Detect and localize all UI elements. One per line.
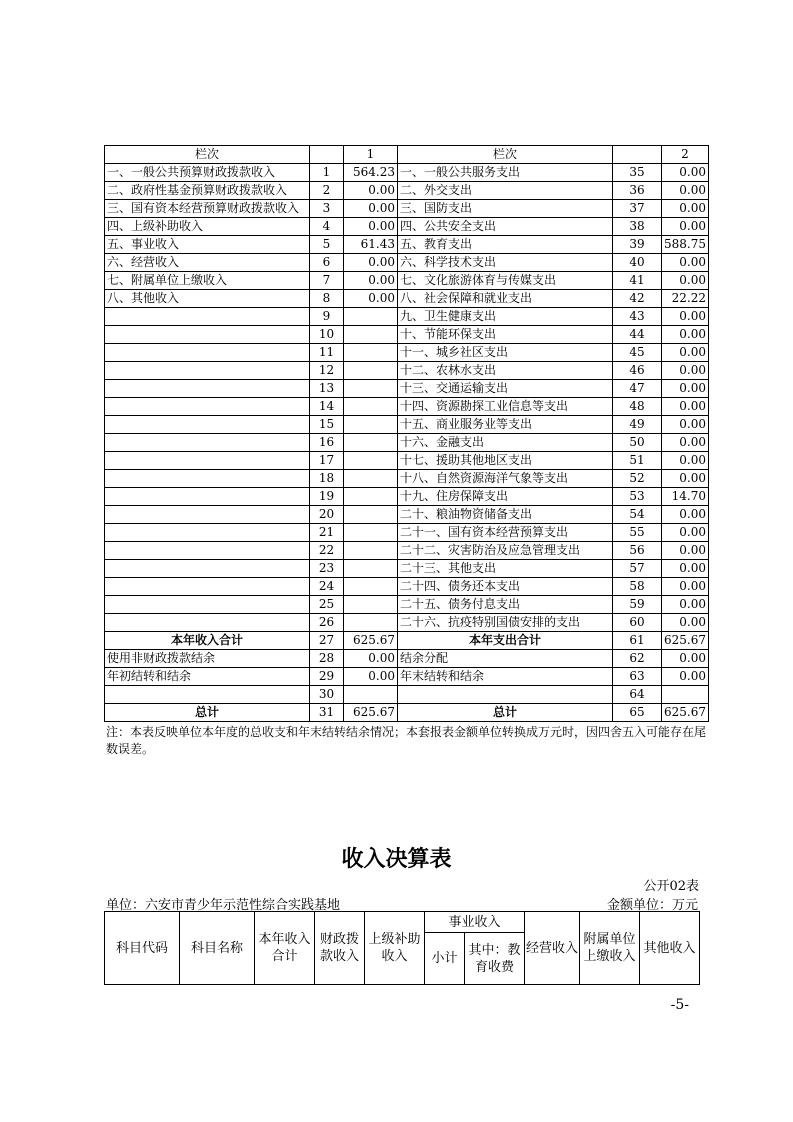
cell-right-label: 年末结转和结余: [398, 668, 613, 686]
cell-left-val: 0.00: [344, 290, 398, 308]
cell-left-val: [344, 542, 398, 560]
cell-right-label: 四、公共安全支出: [398, 218, 613, 236]
cell-left-val: [344, 578, 398, 596]
header-total: 本年收入合计: [255, 912, 315, 985]
cell-right-label: 二十三、其他支出: [398, 560, 613, 578]
income-header-row-1: [105, 912, 700, 933]
cell-left-label: [105, 506, 310, 524]
cell-left-label: [105, 434, 310, 452]
cell-left-no: 11: [310, 344, 344, 362]
header-edu-fee: 其中：教育收费: [465, 933, 525, 985]
cell-left-no: 16: [310, 434, 344, 452]
cell-left-val: [344, 488, 398, 506]
cell-left-val: [344, 380, 398, 398]
cell-right-no: 60: [613, 614, 662, 632]
cell-right-label: 二十四、债务还本支出: [398, 578, 613, 596]
header-operating: 经营收入: [525, 912, 580, 985]
table-row: [105, 254, 709, 272]
cell-left-val: 0.00: [344, 182, 398, 200]
cell-right-label: 十八、自然资源海洋气象等支出: [398, 470, 613, 488]
cell-left-val: [344, 686, 398, 704]
table-row: [105, 434, 709, 452]
cell-left-val: 0.00: [344, 200, 398, 218]
cell-right-no: 44: [613, 326, 662, 344]
cell-left-label: [105, 398, 310, 416]
cell-left-no: 4: [310, 218, 344, 236]
header-name: 科目名称: [180, 912, 255, 985]
header-code: 科目代码: [105, 912, 180, 985]
cell-left-label: [105, 362, 310, 380]
cell-right-val: 0.00: [662, 614, 709, 632]
cell-left-val: 61.43: [344, 236, 398, 254]
table-row: [105, 614, 709, 632]
cell-right-val: 0.00: [662, 326, 709, 344]
cell-right-no: 58: [613, 578, 662, 596]
cell-right-label: 七、文化旅游体育与传媒支出: [398, 272, 613, 290]
unit-label: 单位：六安市青少年示范性综合实践基地: [106, 898, 341, 913]
table-row: [105, 524, 709, 542]
cell-right-label: 十九、住房保障支出: [398, 488, 613, 506]
table-row: [105, 344, 709, 362]
table-row: [105, 326, 709, 344]
cell-left-no: 6: [310, 254, 344, 272]
income-expense-summary-table: [104, 145, 709, 722]
cell-right-no: 50: [613, 434, 662, 452]
cell-right-no: 52: [613, 470, 662, 488]
cell-right-label: 六、科学技术支出: [398, 254, 613, 272]
cell-left-val: [344, 398, 398, 416]
cell-left-val: 625.67: [344, 704, 398, 722]
cell-right-val: [662, 686, 709, 704]
cell-left-no: 14: [310, 398, 344, 416]
cell-left-val: 0.00: [344, 218, 398, 236]
cell-left-val: [344, 614, 398, 632]
table-row: [105, 398, 709, 416]
cell-right-no: 62: [613, 650, 662, 668]
cell-right-val: 0.00: [662, 416, 709, 434]
cell-right-no: 37: [613, 200, 662, 218]
cell-right-val: 0.00: [662, 668, 709, 686]
income-table-title: 收入决算表: [341, 847, 452, 872]
cell-right-val: 0.00: [662, 650, 709, 668]
cell-left-label: [105, 416, 310, 434]
header-right-no: [613, 146, 662, 164]
cell-left-no: 3: [310, 200, 344, 218]
cell-left-val: [344, 326, 398, 344]
cell-left-val: 0.00: [344, 650, 398, 668]
cell-left-val: [344, 416, 398, 434]
table-row: [105, 596, 709, 614]
cell-right-no: 47: [613, 380, 662, 398]
cell-left-val: 0.00: [344, 272, 398, 290]
cell-right-val: 0.00: [662, 362, 709, 380]
cell-left-no: 7: [310, 272, 344, 290]
amount-unit-label: 金额单位：万元: [606, 898, 698, 913]
cell-right-no: 43: [613, 308, 662, 326]
cell-left-no: 10: [310, 326, 344, 344]
header-affiliated: 附属单位上缴收入: [580, 912, 640, 985]
cell-right-no: 53: [613, 488, 662, 506]
summary-header-row: [105, 146, 709, 164]
cell-right-val: 0.00: [662, 308, 709, 326]
cell-left-label: 二、政府性基金预算财政拨款收入: [105, 182, 310, 200]
cell-right-label: 二十六、抗疫特别国债安排的支出: [398, 614, 613, 632]
cell-right-no: 45: [613, 344, 662, 362]
cell-right-label: 本年支出合计: [398, 632, 613, 650]
cell-left-label: [105, 614, 310, 632]
cell-left-val: [344, 506, 398, 524]
table-row: [105, 488, 709, 506]
cell-left-no: 13: [310, 380, 344, 398]
cell-left-label: 本年收入合计: [105, 632, 310, 650]
cell-left-label: 四、上级补助收入: [105, 218, 310, 236]
cell-right-label: 十七、援助其他地区支出: [398, 452, 613, 470]
cell-right-label: 十四、资源勘探工业信息等支出: [398, 398, 613, 416]
cell-right-label: 结余分配: [398, 650, 613, 668]
cell-left-no: 9: [310, 308, 344, 326]
cell-left-label: 八、其他收入: [105, 290, 310, 308]
table-row: [105, 542, 709, 560]
cell-right-no: 39: [613, 236, 662, 254]
cell-right-no: 38: [613, 218, 662, 236]
cell-right-val: 0.00: [662, 200, 709, 218]
header-right-col: 2: [662, 146, 709, 164]
cell-right-label: 十三、交通运输支出: [398, 380, 613, 398]
cell-right-label: 总计: [398, 704, 613, 722]
cell-right-val: 0.00: [662, 578, 709, 596]
cell-right-val: 0.00: [662, 596, 709, 614]
cell-left-no: 18: [310, 470, 344, 488]
table-row: [105, 704, 709, 722]
cell-left-no: 2: [310, 182, 344, 200]
cell-right-no: 49: [613, 416, 662, 434]
cell-left-label: 总计: [105, 704, 310, 722]
cell-right-label: 二十、粮油物资储备支出: [398, 506, 613, 524]
cell-left-val: [344, 470, 398, 488]
cell-left-label: [105, 452, 310, 470]
cell-right-val: 22.22: [662, 290, 709, 308]
cell-left-no: 24: [310, 578, 344, 596]
cell-right-val: 0.00: [662, 470, 709, 488]
table-row: [105, 218, 709, 236]
cell-left-label: 年初结转和结余: [105, 668, 310, 686]
table-row: [105, 416, 709, 434]
table-row: [105, 632, 709, 650]
cell-right-val: 0.00: [662, 398, 709, 416]
cell-left-no: 5: [310, 236, 344, 254]
cell-right-label: 二、外交支出: [398, 182, 613, 200]
cell-left-label: [105, 686, 310, 704]
header-fiscal: 财政拨款收入: [315, 912, 365, 985]
cell-right-no: 57: [613, 560, 662, 578]
cell-left-val: [344, 452, 398, 470]
table-row: [105, 236, 709, 254]
cell-left-label: [105, 380, 310, 398]
cell-right-no: 35: [613, 164, 662, 182]
table-row: [105, 578, 709, 596]
cell-right-val: 0.00: [662, 254, 709, 272]
cell-right-val: 0.00: [662, 164, 709, 182]
header-subtotal: 小计: [425, 933, 465, 985]
table-row: [105, 452, 709, 470]
cell-left-label: 七、附属单位上缴收入: [105, 272, 310, 290]
cell-right-no: 48: [613, 398, 662, 416]
income-table: [104, 911, 700, 985]
page-number: -5-: [670, 997, 689, 1013]
cell-left-no: 20: [310, 506, 344, 524]
cell-left-label: [105, 488, 310, 506]
cell-right-label: 九、卫生健康支出: [398, 308, 613, 326]
cell-left-label: [105, 560, 310, 578]
cell-left-val: 0.00: [344, 668, 398, 686]
cell-left-no: 31: [310, 704, 344, 722]
table-row: [105, 470, 709, 488]
cell-left-val: 564.23: [344, 164, 398, 182]
cell-left-no: 12: [310, 362, 344, 380]
cell-left-val: [344, 560, 398, 578]
cell-left-val: [344, 524, 398, 542]
table-row: [105, 506, 709, 524]
header-left-col: 1: [344, 146, 398, 164]
cell-right-val: 0.00: [662, 434, 709, 452]
cell-left-label: 三、国有资本经营预算财政拨款收入: [105, 200, 310, 218]
cell-left-val: 0.00: [344, 254, 398, 272]
cell-right-val: 0.00: [662, 182, 709, 200]
cell-right-label: [398, 686, 613, 704]
cell-left-no: 21: [310, 524, 344, 542]
cell-right-label: 十、节能环保支出: [398, 326, 613, 344]
cell-right-no: 46: [613, 362, 662, 380]
cell-right-label: 五、教育支出: [398, 236, 613, 254]
cell-left-label: [105, 524, 310, 542]
cell-left-no: 22: [310, 542, 344, 560]
cell-right-label: 二十一、国有资本经营预算支出: [398, 524, 613, 542]
table-row: [105, 650, 709, 668]
table-row: [105, 686, 709, 704]
cell-right-val: 0.00: [662, 380, 709, 398]
cell-right-label: 十六、金融支出: [398, 434, 613, 452]
cell-left-label: [105, 308, 310, 326]
cell-left-no: 17: [310, 452, 344, 470]
cell-left-val: 625.67: [344, 632, 398, 650]
cell-right-no: 59: [613, 596, 662, 614]
cell-right-val: 0.00: [662, 344, 709, 362]
cell-left-label: 使用非财政拨款结余: [105, 650, 310, 668]
cell-left-label: [105, 578, 310, 596]
cell-left-no: 8: [310, 290, 344, 308]
cell-right-val: 625.67: [662, 704, 709, 722]
form-number: 公开02表: [643, 879, 699, 894]
cell-right-no: 65: [613, 704, 662, 722]
cell-right-no: 55: [613, 524, 662, 542]
table-row: [105, 200, 709, 218]
cell-right-label: 八、社会保障和就业支出: [398, 290, 613, 308]
cell-left-val: [344, 308, 398, 326]
header-left-no: [310, 146, 344, 164]
table-row: [105, 290, 709, 308]
cell-right-no: 56: [613, 542, 662, 560]
table-row: [105, 308, 709, 326]
table-row: [105, 272, 709, 290]
table-row: [105, 164, 709, 182]
summary-table-body: [105, 146, 709, 722]
cell-left-label: [105, 470, 310, 488]
cell-right-val: 0.00: [662, 452, 709, 470]
cell-left-no: 23: [310, 560, 344, 578]
cell-right-label: 三、国防支出: [398, 200, 613, 218]
header-other: 其他收入: [640, 912, 700, 985]
cell-left-no: 15: [310, 416, 344, 434]
cell-left-no: 26: [310, 614, 344, 632]
cell-left-no: 29: [310, 668, 344, 686]
cell-right-label: 十二、农林水支出: [398, 362, 613, 380]
cell-right-no: 36: [613, 182, 662, 200]
cell-right-val: 625.67: [662, 632, 709, 650]
cell-left-no: 19: [310, 488, 344, 506]
cell-right-val: 0.00: [662, 272, 709, 290]
cell-left-no: 1: [310, 164, 344, 182]
cell-right-val: 0.00: [662, 542, 709, 560]
cell-left-val: [344, 434, 398, 452]
table-note: 注：本表反映单位本年度的总收支和年末结转结余情况；本套报表金额单位转换成万元时，因四舍五入可能存在尾数误差。: [106, 725, 707, 756]
cell-left-no: 28: [310, 650, 344, 668]
table-row: [105, 182, 709, 200]
table-row: [105, 380, 709, 398]
cell-left-label: 六、经营收入: [105, 254, 310, 272]
header-right-label: 栏次: [398, 146, 613, 164]
cell-right-val: 0.00: [662, 506, 709, 524]
header-business: 事业收入: [425, 912, 525, 933]
cell-right-no: 54: [613, 506, 662, 524]
cell-right-no: 42: [613, 290, 662, 308]
cell-right-no: 40: [613, 254, 662, 272]
cell-right-label: 十五、商业服务业等支出: [398, 416, 613, 434]
cell-right-no: 63: [613, 668, 662, 686]
cell-left-no: 27: [310, 632, 344, 650]
cell-right-val: 14.70: [662, 488, 709, 506]
cell-left-label: [105, 326, 310, 344]
cell-right-val: 588.75: [662, 236, 709, 254]
cell-left-label: [105, 596, 310, 614]
header-superior: 上级补助收入: [365, 912, 425, 985]
cell-left-no: 25: [310, 596, 344, 614]
cell-right-no: 51: [613, 452, 662, 470]
cell-right-no: 64: [613, 686, 662, 704]
table-row: [105, 362, 709, 380]
cell-left-label: 一、一般公共预算财政拨款收入: [105, 164, 310, 182]
cell-right-label: 十一、城乡社区支出: [398, 344, 613, 362]
cell-left-label: [105, 344, 310, 362]
table-row: [105, 560, 709, 578]
cell-right-label: 二十五、债务付息支出: [398, 596, 613, 614]
cell-right-no: 41: [613, 272, 662, 290]
cell-right-label: 二十二、灾害防治及应急管理支出: [398, 542, 613, 560]
cell-right-val: 0.00: [662, 560, 709, 578]
cell-left-label: [105, 542, 310, 560]
cell-right-val: 0.00: [662, 524, 709, 542]
header-left-label: 栏次: [105, 146, 310, 164]
cell-left-val: [344, 344, 398, 362]
table-row: [105, 668, 709, 686]
cell-right-no: 61: [613, 632, 662, 650]
cell-left-label: 五、事业收入: [105, 236, 310, 254]
cell-left-val: [344, 596, 398, 614]
cell-left-no: 30: [310, 686, 344, 704]
cell-right-val: 0.00: [662, 218, 709, 236]
cell-right-label: 一、一般公共服务支出: [398, 164, 613, 182]
cell-left-val: [344, 362, 398, 380]
